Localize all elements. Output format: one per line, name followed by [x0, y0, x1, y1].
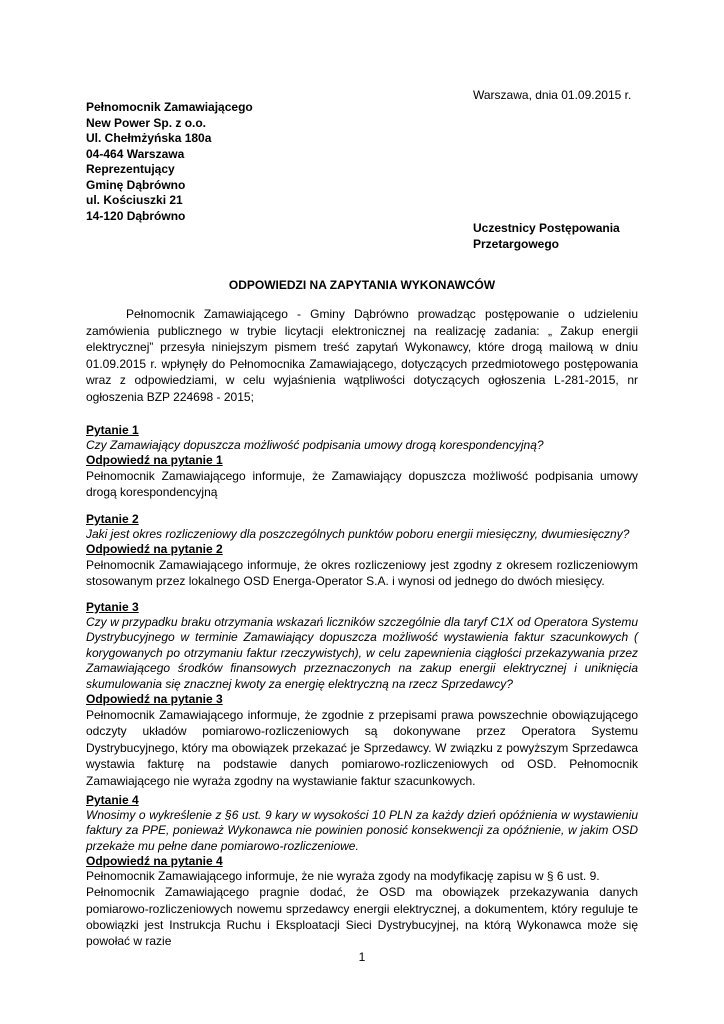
sender-line: New Power Sp. z o.o.	[86, 115, 207, 130]
question-4-heading: Pytanie 4	[86, 793, 139, 807]
sender-block	[86, 100, 253, 224]
answer-1-text: Pełnomocnik Zamawiającego informuje, że Zamawiający dopuszcza możliwość podpisania umowy drogą korespondencyjną	[86, 469, 638, 500]
question-3-heading: Pytanie 3	[86, 600, 139, 614]
question-1-section	[86, 423, 638, 501]
sender-line: Ul. Chełmżyńska 180a	[86, 131, 212, 145]
sender-line: ul. Kościuszki 21	[86, 193, 183, 207]
question-2-heading: Pytanie 2	[86, 512, 139, 526]
question-3-section	[86, 600, 638, 789]
answer-4-heading: Odpowiedź na pytanie 4	[86, 854, 223, 869]
answer-1-heading: Odpowiedź na pytanie 1	[86, 453, 223, 467]
answer-4-text-line1: Pełnomocnik Zamawiającego informuje, że nie wyraża zgody na modyfikację zapisu w § 6 ust. 9.	[86, 869, 600, 884]
question-1-text: Czy Zamawiający dopuszcza możliwość podpisania umowy drogą korespondencyjną?	[86, 438, 544, 452]
sender-line: 04-464 Warszawa	[86, 146, 185, 161]
answer-4-text-line2: Pełnomocnik Zamawiającego pragnie dodać, że OSD ma obowiązek przekazywania danych pomiarowo-rozliczeniowych nowemu sprzedawcy energii elektrycznej, a dokumentem, który reguluje te obowiązki jest Instrukcja Ruchu i Eksploatacji Sieci Dystrybucyjnej, na którą Wykonawca może się powołać w razie	[86, 885, 638, 949]
sender-line: Gminę Dąbrówno	[86, 177, 186, 192]
answer-2-heading: Odpowiedź na pytanie 2	[86, 542, 223, 556]
question-2-text: Jaki jest okres rozliczeniowy dla poszczególnych punktów poboru energii miesięczny, dwumiesięczny?	[86, 527, 630, 541]
page-number: 1	[358, 950, 366, 964]
document-title: ODPOWIEDZI NA ZAPYTANIA WYKONAWCÓW	[228, 278, 496, 292]
recipient-line: Uczestnicy Postępowania	[473, 221, 620, 235]
letter-date: Warszawa, dnia 01.09.2015 r.	[473, 88, 632, 102]
question-2-section	[86, 512, 638, 590]
question-4-text: Wnosimy o wykreślenie z §6 ust. 9 kary w wysokości 10 PLN za każdy dzień opóźnienia w wystawieniu faktury za PPE, ponieważ Wykonawca nie powinien ponosić konsekwencji za opóźnienie, w jakim OSD przekaże mu pełne dane pomiarowo-rozliczeniowe.	[86, 808, 638, 853]
sender-line: Reprezentujący	[86, 162, 175, 176]
answer-3-heading: Odpowiedź na pytanie 3	[86, 692, 223, 707]
question-1-heading: Pytanie 1	[86, 423, 139, 437]
recipient-block	[473, 221, 620, 252]
answer-3-text: Pełnomocnik Zamawiającego informuje, że zgodnie z przepisami prawa powszechnie obowiązującego odczyty układów pomiarowo-rozliczeniowych są dokonywane przez Operatora Systemu Dystrybucyjnego, który ma obowiązek przekazać je Sprzedawcy. W związku z powyższym Sprzedawca wystawia fakturę na podstawie danych pomiarowo-rozliczeniowych od OSD. Pełnomocnik Zamawiającego nie wyraża zgodny na wystawianie faktur szacunkowych.	[86, 708, 638, 788]
question-4-section	[86, 793, 638, 950]
recipient-line: Przetargowego	[473, 236, 560, 251]
sender-line: Pełnomocnik Zamawiającego	[86, 100, 253, 114]
question-3-text: Czy w przypadku braku otrzymania wskazań liczników szczególnie dla taryf C1X od Operatora Systemu Dystrybucyjnego w terminie Zamawiający dopuszcza możliwość wystawienia faktur szacunkowych ( korygowanych po otrzymaniu faktur rzeczywistych), w celu zapewnienia ciągłości przekazywania przez Zamawiającego środków finansowych przeznaczonych na zakup energii elektrycznej i uniknięcia skumulowania się znacznej kwoty za energię elektryczną na rzecz Sprzedawcy?	[86, 615, 638, 691]
answer-2-text: Pełnomocnik Zamawiającego informuje, że okres rozliczeniowy jest zgodny z okresem rozliczeniowym stosowanym przez lokalnego OSD Energa-Operator S.A. i wynosi od jednego do dwóch miesięcy.	[86, 558, 638, 589]
sender-line: 14-120 Dąbrówno	[86, 208, 186, 223]
intro-paragraph: Pełnomocnik Zamawiającego - Gminy Dąbrówno prowadząc postępowanie o udzieleniu zamówienia publicznego w trybie licytacji elektronicznej na realizację zadania: „ Zakup energii elektrycznej” przesyła niniejszym pismem treść zapytań Wykonawcy, które drogą mailową w dniu 01.09.2015 r. wpłynęły do Pełnomocnika Zamawiającego, dotyczących przedmiotowego postępowania wraz z odpowiedziami, w celu wyjaśnienia wątpliwości dotyczących ogłoszenia L-281-2015, nr ogłoszenia BZP 224698 - 2015;	[86, 307, 638, 404]
